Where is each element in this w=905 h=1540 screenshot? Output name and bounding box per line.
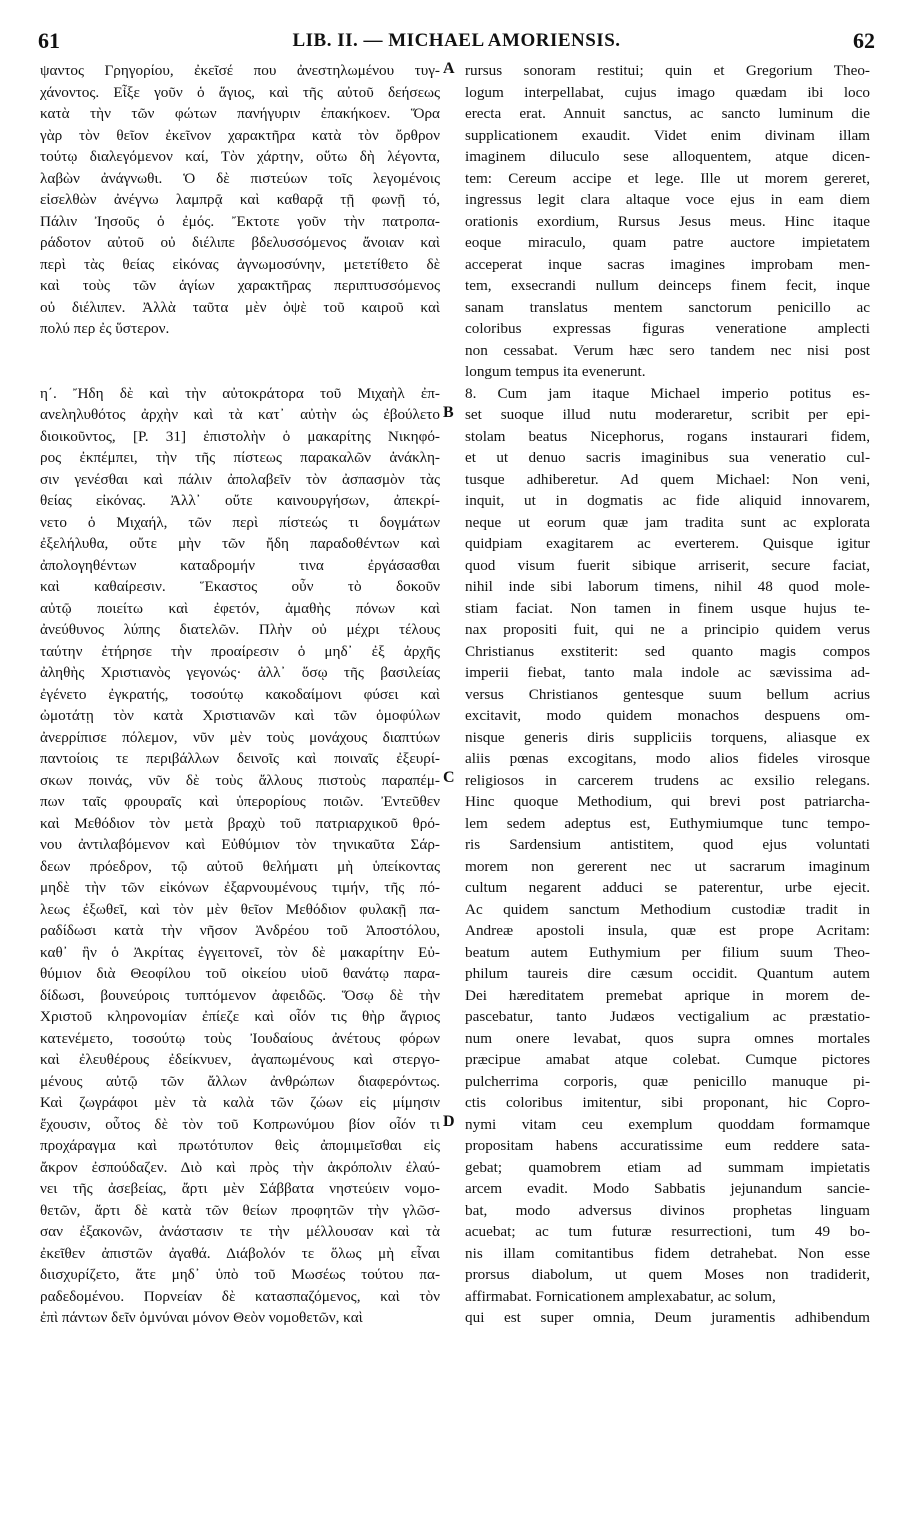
text-line: ἀληθὴς Χριστιανὸς γεγονώς· ἀλλ᾽ ὅσῳ τῆς βασιλείας (40, 664, 440, 681)
text-line: σαν ἐξακονῶν, ἀνάστασιν τε τὴν μέλλουσαν καὶ τὰ (40, 1223, 440, 1240)
text-line: ραδίδωσι κατὰ τὴν νῆσον Ἀνδρέου τοῦ Ἀποστόλου, (40, 922, 440, 939)
text-line: logum interpellabat, cujus imago quædam ibi loco (465, 83, 870, 101)
text-line: ραδεδομένου. Πορνείαν δὲ κατασπαζόμενος, καὶ τὸν (40, 1287, 440, 1305)
text-line: ἐκεῖθεν ἀπιστῶν ἀγαθά. Διάβολόν τε ὅλως μὴ εἶναι (40, 1244, 440, 1262)
text-line: set suoque illud nutu moderaretur, scribit per epi- (465, 406, 870, 423)
text-line: αὐτῷ ποιείτω καὶ ἐφετόν, ἀμαθὴς πόνων καὶ (40, 599, 440, 617)
text-line: quod visum fuerit sibique arriserit, secure faciat, (465, 556, 870, 574)
margin-letter-a: A (443, 60, 455, 77)
text-line: ἄκρον ἐσπούδαζεν. Διὸ καὶ πρὸς τὴν ἀκρόπολιν ἐλαύ- (40, 1158, 440, 1176)
text-line: propositam habens accuratissime eum reddere sata- (465, 1137, 870, 1154)
text-line: νετο ὁ Μιχαήλ, τῶν περὶ πίστεώς τι δογμάτων (40, 513, 440, 531)
text-line: morem non gererent nec ut sacrarum imaginum (465, 857, 870, 875)
text-line: ris Sardensium antistitem, quod ejus voluntati (465, 836, 870, 853)
text-line: Πάλιν Ἰησοῦς ὁ ἐμός. Ἔκτοτε γοῦν τὴν πατροπα- (40, 212, 440, 230)
text-line: philum taureis dire cæsum occidit. Quantum autem (465, 965, 870, 982)
text-line (40, 340, 440, 362)
text-line: κατὰ τὴν τῶν φώτων πανήγυριν ἐπακήκοεν. Ὅρα (40, 105, 440, 122)
text-line: tem, exsecrandi nullum deinceps finem fecit, inque (465, 277, 870, 294)
text-line: σκων ποινάς, νῦν δὲ τοὺς ἄλλους πιστοὺς παραπέμ- (40, 771, 440, 789)
text-line: aliis pœnas excogitans, modo alios fideles virosque (465, 750, 870, 767)
text-line: bat, modo adversus divinos prophetas linguam (465, 1201, 870, 1219)
text-line: neque ut eorum quæ jam tradita sunt ac explorata (465, 513, 870, 531)
text-line: stolam beatus Nicephorus, rogans instaurari fidem, (465, 427, 870, 445)
page-number-right: 62 (853, 28, 875, 53)
text-line: nax propositi fuit, qui ne a principio quidem verus (465, 621, 870, 638)
text-line: ρος ἐκπέμπει, τὴν τῆς πίστεως παρακαλῶν ἀνάκλη- (40, 449, 440, 466)
text-line: ἀνεύθυνος λύπης διατελῶν. Πλὴν οὐ μέχρι τέλους (40, 621, 440, 638)
text-line: excitavit, modo quidem monachos despuens om- (465, 707, 870, 724)
margin-letter-b: B (443, 404, 454, 421)
text-line: παντοίοις τε περιβάλλων δεινοῖς καὶ ποιναῖς ἐξευρί- (40, 750, 440, 767)
text-line: cultum negarent adduci se paterentur, urbe ejecit. (465, 879, 870, 896)
text-line: Hinc quoque Methodium, qui brevi post patriarcha- (465, 793, 870, 810)
text-line: λεως ἐξωθεῖ, καὶ τὸν μὲν θεῖον Μεθόδιον φυλακῇ πα- (40, 900, 440, 918)
text-line: beatum autem Euthymium per filium suum Theo- (465, 943, 870, 961)
text-line: ψαντος Γρηγορίου, ἐκεῖσέ που ἀνεστηλωμένου τυγ- (40, 62, 440, 79)
text-line (40, 361, 440, 383)
text-line: καὶ Μεθόδιον τὸν μετὰ βραχὺ τοῦ πατριαρχικοῦ θρό- (40, 814, 440, 832)
text-line: tem: Cereum accipe et lege. Ille ut morem gereret, (465, 169, 870, 187)
text-line: κατενέμετο, τοσούτῳ τοὺς Ἰουδαίους ἀνέτους φόρων (40, 1029, 440, 1047)
text-line: Dei hæreditatem premebat aprique in morem de- (465, 986, 870, 1004)
text-line: Christianus exstiterit: sed quanto magis compos (465, 642, 870, 660)
text-line: orationis exordium, Rursus Jesus meus. Hinc itaque (465, 212, 870, 230)
text-line: τούτῳ διαλεγόμενον καί, Τὸν χάρτην, οὕτω δὴ λέγοντα, (40, 148, 440, 165)
text-line: arcem evadit. Modo Sabbatis jejunandum sancie- (465, 1180, 870, 1197)
running-header (38, 28, 875, 58)
text-line: καὶ ἐλευθέρους ἐδείκνυεν, ἀγαπωμένους καὶ στεργο- (40, 1051, 440, 1068)
text-line: gebat; quamobrem etiam ad summam impietatis (465, 1158, 870, 1176)
text-line: imaginem diluculo sese alloquentem, atque dicen- (465, 148, 870, 165)
text-line: stiam faciat. Non tamen in finem usque hujus te- (465, 599, 870, 617)
text-line: καὶ καθαίρεσιν. Ἕκαστος οὖν τὸ δοκοῦν (40, 578, 440, 595)
text-line: inquit, ut in dogmatis ac fide aliquid innovarem, (465, 492, 870, 509)
text-line: præcipue amabat atque colebat. Cumque pictores (465, 1051, 870, 1068)
text-line: ὠμοτάτῃ τὸν κατὰ Χριστιανῶν καὶ τῶν ὁμοφύλων (40, 707, 440, 724)
text-line: pulcherrima corporis, quæ penicillo manuque pi- (465, 1072, 870, 1090)
text-line: pascebatur, tanto Judæos vectigalium ac præstatio- (465, 1008, 870, 1025)
text-line: acuebat; ac tum futuræ resurrectioni, tum 49 bo- (465, 1223, 870, 1240)
margin-letter-c: C (443, 769, 455, 786)
text-line: διισχυρίζετο, ἅτε μηδ᾽ ὑπὸ τοῦ Μωσέως τούτου πα- (40, 1266, 440, 1283)
text-line: nis illam comitantibus fidem detrahebat. Non esse (465, 1244, 870, 1262)
text-line: οὐ διέλιπεν. Ἀλλὰ ταῦτα μὲν ὀψὲ τοῦ καιροῦ καὶ (40, 298, 440, 316)
text-line: Χριστοῦ κληρονομίαν ἐπίεζε καὶ οἷόν τις θὴρ ἄγριος (40, 1008, 440, 1025)
margin-letter-d: D (443, 1113, 455, 1130)
text-line: καὶ τοὺς τῶν ἁγίων χαρακτῆρας περιπτυσσόμενος (40, 277, 440, 294)
text-line: ingressus legit clara altaque voce ejus in eam diem (465, 191, 870, 208)
text-line: θείας εἰκόνας. Ἀλλ᾽ οὔτε καινουργήσων, ἀπεκρί- (40, 492, 440, 509)
text-line: ctis coloribus imitentur, sibi proponant, hic Copro- (465, 1094, 870, 1111)
text-line: 8. Cum jam itaque Michael imperio potitus es- (465, 384, 870, 402)
text-line: supplicationem exaudit. Videt enim divinam illam (465, 126, 870, 144)
text-line: πων ταῖς φρουραῖς καὶ ὑπερορίους ποιῶν. Ἐντεῦθεν (40, 793, 440, 810)
text-line: eoque miraculo, quam patre auctore impietatem (465, 234, 870, 251)
text-line: quidpiam exagitarem ac everterem. Quisque igitur (465, 535, 870, 552)
text-line: δίδωσι, βουνεύροις τυπτόμενον ἀφειδῶς. Ὅσῳ δὲ τὴν (40, 986, 440, 1004)
text-line: η΄. Ἤδη δὲ καὶ τὴν αὐτοκράτορα τοῦ Μιχαὴλ ἐπ- (40, 384, 440, 402)
text-line: nymi vitam ceu exemplum quoddam formamque (465, 1115, 870, 1133)
greek-text-column (40, 60, 440, 1329)
text-line: περὶ τὰς θείας εἰκόνας ἀγνωμοσύνην, μετετίθετο δὲ (40, 255, 440, 273)
text-line: Ac quidem sanctum Methodium custodiæ tradit in (465, 900, 870, 918)
text-line: μένους αὐτῷ τῶν ἄλλων ἀνθρώπων διαφερόντως. (40, 1072, 440, 1090)
text-line: θετῶν, ἄρτι δὲ κατὰ τῶν θείων προφητῶν τὴν γλῶσ- (40, 1201, 440, 1219)
text-line: χάνοντος. Εἶξε γοῦν ὁ ἅγιος, καὶ τῆς αὐτοῦ δεήσεως (40, 83, 440, 101)
text-line: et ut denuo sacris imaginibus sua veneratio cul- (465, 449, 870, 466)
text-line: sanam translatus mentem sanctorum penicillo ac (465, 298, 870, 316)
text-line: προχάραγμα καὶ πρωτότυπον θεὶς ἀπομιμεῖσθαι εἰς (40, 1137, 440, 1154)
text-line: σιν γενέσθαι καὶ πάλιν ἀπολαβεῖν τὸν ἀσπασμὸν τὰς (40, 470, 440, 488)
text-line: γὰρ τὸν θεῖον ἐκεῖνον χαρακτῆρα κατὰ τὸν ὄρθρον (40, 126, 440, 144)
latin-text-column (465, 60, 870, 1329)
text-line: ἐπὶ πάντων δεῖν ὀμνύναι μόνον Θεὸν νομοθετῶν, καὶ (40, 1309, 363, 1326)
text-line: ἀνερρίπισε πόλεμον, νῦν μὲν τοὺς μονάχους διαπτύων (40, 728, 440, 746)
text-line: lem sedem adeptus est, Euthymiumque tunc tempo- (465, 814, 870, 832)
text-line: imperii fiebat, tanto mala indole ac sævissima ad- (465, 664, 870, 681)
text-line: λαβὼν ἀνάγνωθι. Ὁ δὲ πιστεύων τοῖς λεγομένοις (40, 169, 440, 187)
text-line: ανεληλυθότος ἀρχὴν καὶ τὰ κατ᾽ αὐτὴν ὡς ἐβούλετο (40, 406, 440, 423)
text-line: nisque generis diris suppliciis torquens, aliasque ex (465, 728, 870, 746)
text-line: tusque adhiberetur. Ad quem Michael: Non veni, (465, 470, 870, 488)
text-line: religiosos in carcerem trudens ac exsilio relegans. (465, 771, 870, 789)
text-line: coloribus expressas figuras veneratione amplecti (465, 320, 870, 337)
text-line: Andreæ apostoli insula, quæ est prope Acritam: (465, 922, 870, 939)
running-title: LIB. II. — MICHAEL AMORIENSIS. (292, 30, 621, 51)
text-line: erecta erat. Annuit sanctus, ac sancto luminum die (465, 105, 870, 122)
text-line: ἐξελήλυθα, οὔτε μὴν τῶν ἤδη παραδοθέντων καὶ (40, 535, 440, 552)
text-line: qui est super omnia, Deum juramentis adhibendum (465, 1309, 870, 1326)
text-line: εἰσελθὼν ἀνέγνω λαμπρᾷ καὶ καθαρᾷ τῇ φωνῇ τό, (40, 191, 440, 208)
page-number-left: 61 (38, 28, 60, 53)
text-line: versus Christianos gentesque suum bellum acrius (465, 685, 870, 703)
text-line: non cessabat. Verum hæc sero tandem nec nisi post (465, 341, 870, 359)
text-line: prorsus diabolum, ut quem Moses non tradiderit, (465, 1266, 870, 1283)
text-line: nihil inde sibi laborum timens, nihil 48 quod mole- (465, 578, 870, 595)
text-line: affirmabat. Fornicationem amplexabatur, ac solum, (465, 1287, 776, 1305)
text-line: acceperat inque sacras imagines improbam men- (465, 255, 870, 273)
text-line: rursus sonoram restitui; quin et Gregorium Theo- (465, 62, 870, 79)
text-line: ἀπολογηθέντων καταδρομήν τινα ἐργάσασθαι (40, 556, 440, 574)
text-line: ταύτην ἐτήρησε τὴν προαίρεσιν ὁ μηδ᾽ ἐξ ἀρχῆς (40, 642, 440, 660)
text-line: καθ᾽ ἣν ὁ Ἀκρίτας ἐγγειτονεῖ, τὸν δὲ μακαρίτην Εὐ- (40, 943, 440, 961)
text-line: ράδοτον αὐτοῦ οὐ διέλιπε βδελυσσόμενος ἄνοιαν καὶ (40, 234, 440, 251)
text-line: ἐγένετο ἐγκρατής, τοσούτῳ κακοδαίμονι φύσει καὶ (40, 685, 440, 703)
text-line: πολύ περ ἐς ὕστερον. (40, 320, 170, 337)
text-line: num onere levabat, quos supra omnes mortales (465, 1029, 870, 1047)
text-line: διοικοῦντος, [P. 31] ἐπιστολὴν ὁ μακαρίτης Νικηφό- (40, 427, 440, 445)
text-line: Καὶ ζωγράφοι μὲν τὰ καλὰ τῶν ζώων εἰς μίμησιν (40, 1094, 440, 1111)
text-line: ἔχουσιν, οὗτος δὲ τὸν τοῦ Κοπρωνύμου βίον οἷόν τι (40, 1115, 440, 1133)
text-line: longum tempus ita evenerunt. (465, 363, 646, 380)
text-line: νει τῆς ἀσεβείας, ἄρτι μὲν Σάββατα νηστεύειν νομο- (40, 1180, 440, 1197)
text-line: θύμιον διὰ Θεοφίλου τοῦ οἰκείου υἱοῦ θανάτῳ παρα- (40, 965, 440, 982)
text-line: μηδὲ τὴν τῶν εἰκόνων ἐξαρνουμένους τιμήν, τῆς πό- (40, 879, 440, 896)
text-line: δεων πρόεδρον, τῷ αὐτοῦ θελήματι μὴ ὑπείκοντας (40, 857, 440, 875)
text-line: νου ἀντιλαβόμενον καὶ Εὐθύμιον τὸν τηνικαῦτα Σάρ- (40, 836, 440, 853)
